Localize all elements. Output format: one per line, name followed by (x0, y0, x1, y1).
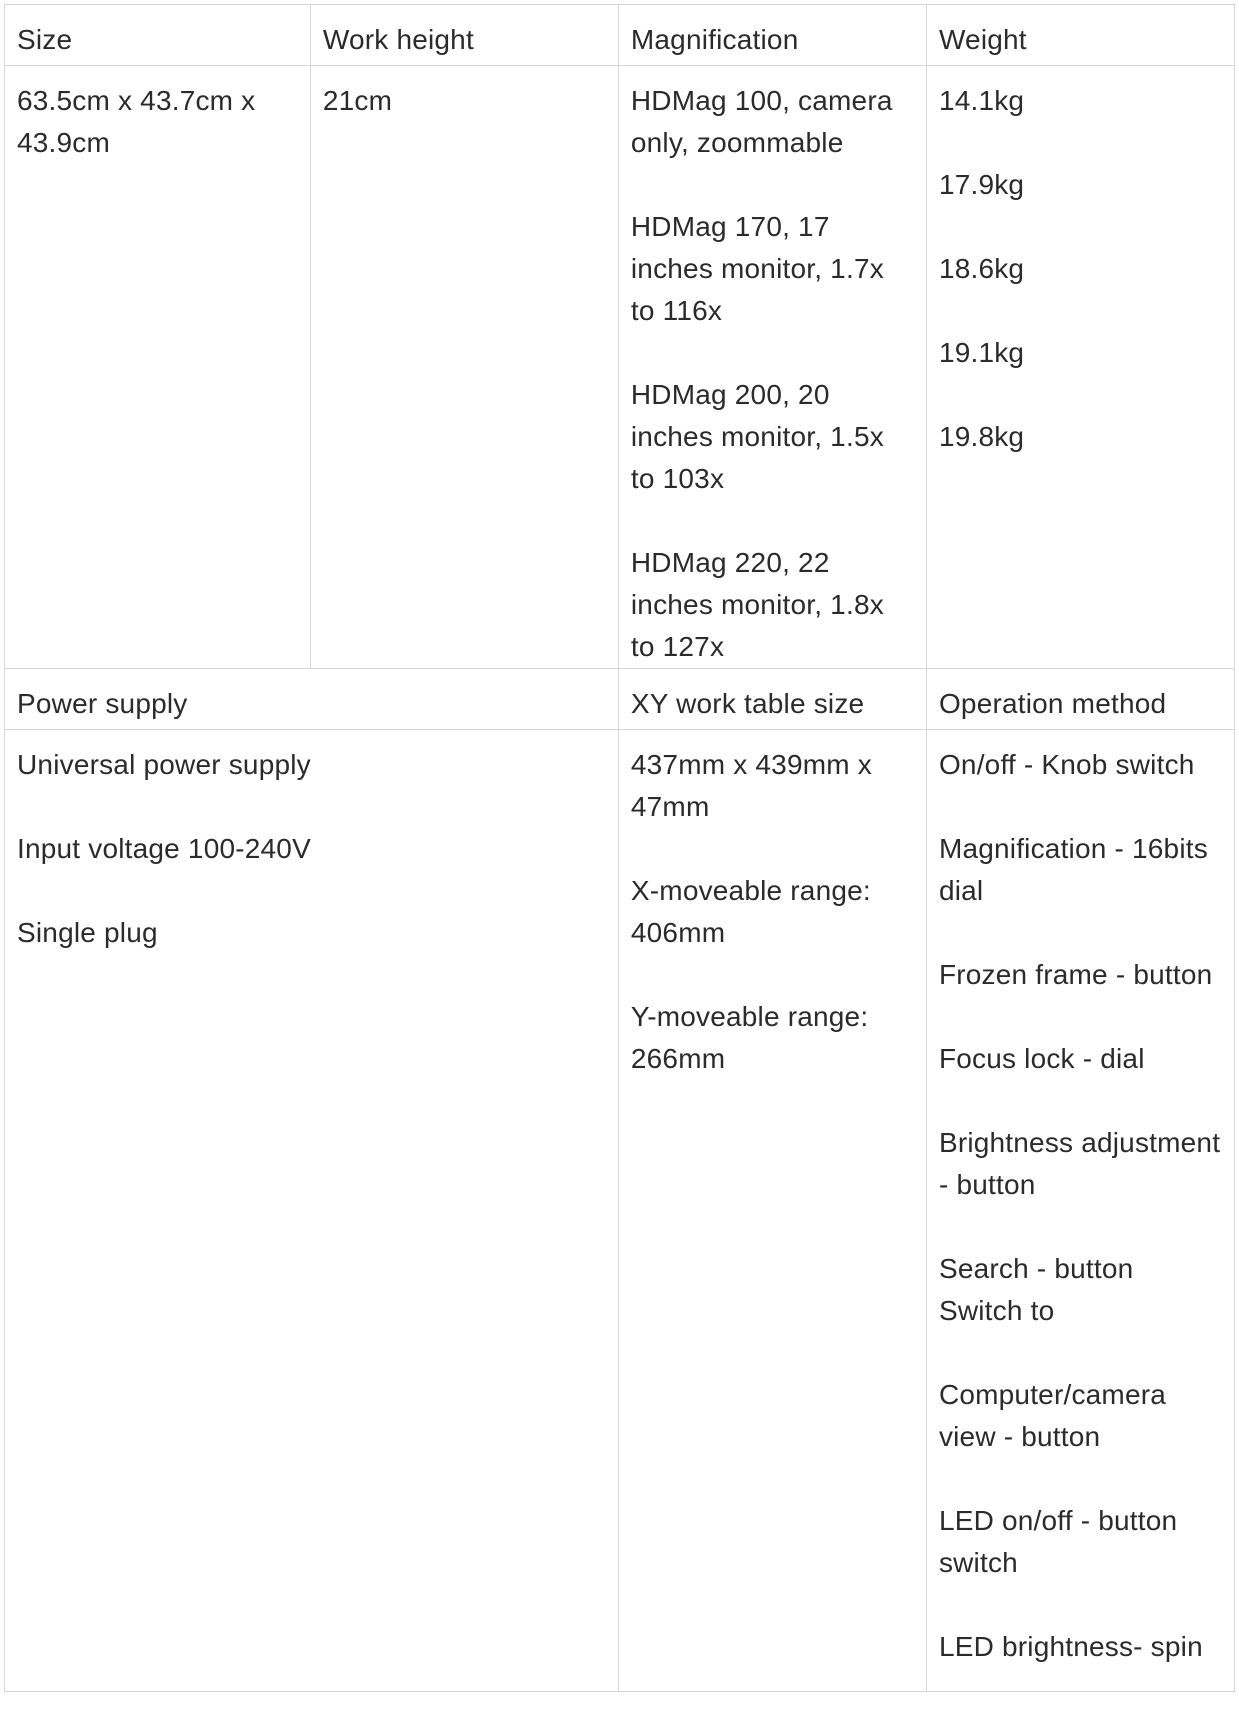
operation-item: Brightness adjustment - button (938, 1127, 1221, 1200)
xy-table-item: X-moveable range: 406mm (630, 875, 871, 948)
magnification-item: HDMag 200, 20 inches monitor, 1.5x to 103x (630, 379, 884, 494)
table-row (5, 730, 1235, 1692)
header-magnification: Magnification (618, 5, 926, 66)
weight-item: 19.8kg (938, 421, 1025, 452)
header-operation-method: Operation method (926, 669, 1234, 730)
weight-cell (926, 66, 1234, 669)
header-power-supply: Power supply (5, 669, 619, 730)
specifications-table (4, 4, 1235, 1692)
weight-item: 18.6kg (938, 253, 1025, 284)
xy-table-item: Y-moveable range: 266mm (630, 1001, 869, 1074)
magnification-item: HDMag 100, camera only, zoommable (630, 85, 893, 158)
operation-item: Magnification - 16bits dial (938, 833, 1208, 906)
magnification-item: HDMag 220, 22 inches monitor, 1.8x to 127x (630, 547, 884, 662)
power-supply-item: Single plug (17, 917, 158, 948)
operation-item: Search - button Switch to (938, 1253, 1134, 1326)
table-row (5, 66, 1235, 669)
weight-item: 19.1kg (938, 337, 1025, 368)
operation-item: LED brightness- spin (938, 1631, 1203, 1662)
power-supply-item: Input voltage 100-240V (17, 833, 311, 864)
header-work-height: Work height (310, 5, 618, 66)
xy-table-cell (618, 730, 926, 1692)
xy-table-item: 437mm x 439mm x 47mm (630, 749, 872, 822)
table-header-row (5, 5, 1235, 66)
power-supply-cell (5, 730, 619, 1692)
magnification-item: HDMag 170, 17 inches monitor, 1.7x to 116x (630, 211, 884, 326)
weight-item: 14.1kg (938, 85, 1025, 116)
table-header-row (5, 669, 1235, 730)
header-weight: Weight (926, 5, 1234, 66)
magnification-cell (618, 66, 926, 669)
header-size: Size (5, 5, 311, 66)
operation-item: LED on/off - button switch (938, 1505, 1178, 1578)
operation-method-cell (926, 730, 1234, 1692)
operation-item: Frozen frame - button (938, 959, 1213, 990)
operation-item: Computer/camera view - button (938, 1379, 1167, 1452)
operation-item: On/off - Knob switch (938, 749, 1195, 780)
weight-item: 17.9kg (938, 169, 1025, 200)
operation-item: Focus lock - dial (938, 1043, 1145, 1074)
size-cell: 63.5cm x 43.7cm x 43.9cm (5, 66, 311, 669)
header-xy-work-table-size: XY work table size (618, 669, 926, 730)
power-supply-item: Universal power supply (17, 749, 311, 780)
work-height-cell: 21cm (310, 66, 618, 669)
